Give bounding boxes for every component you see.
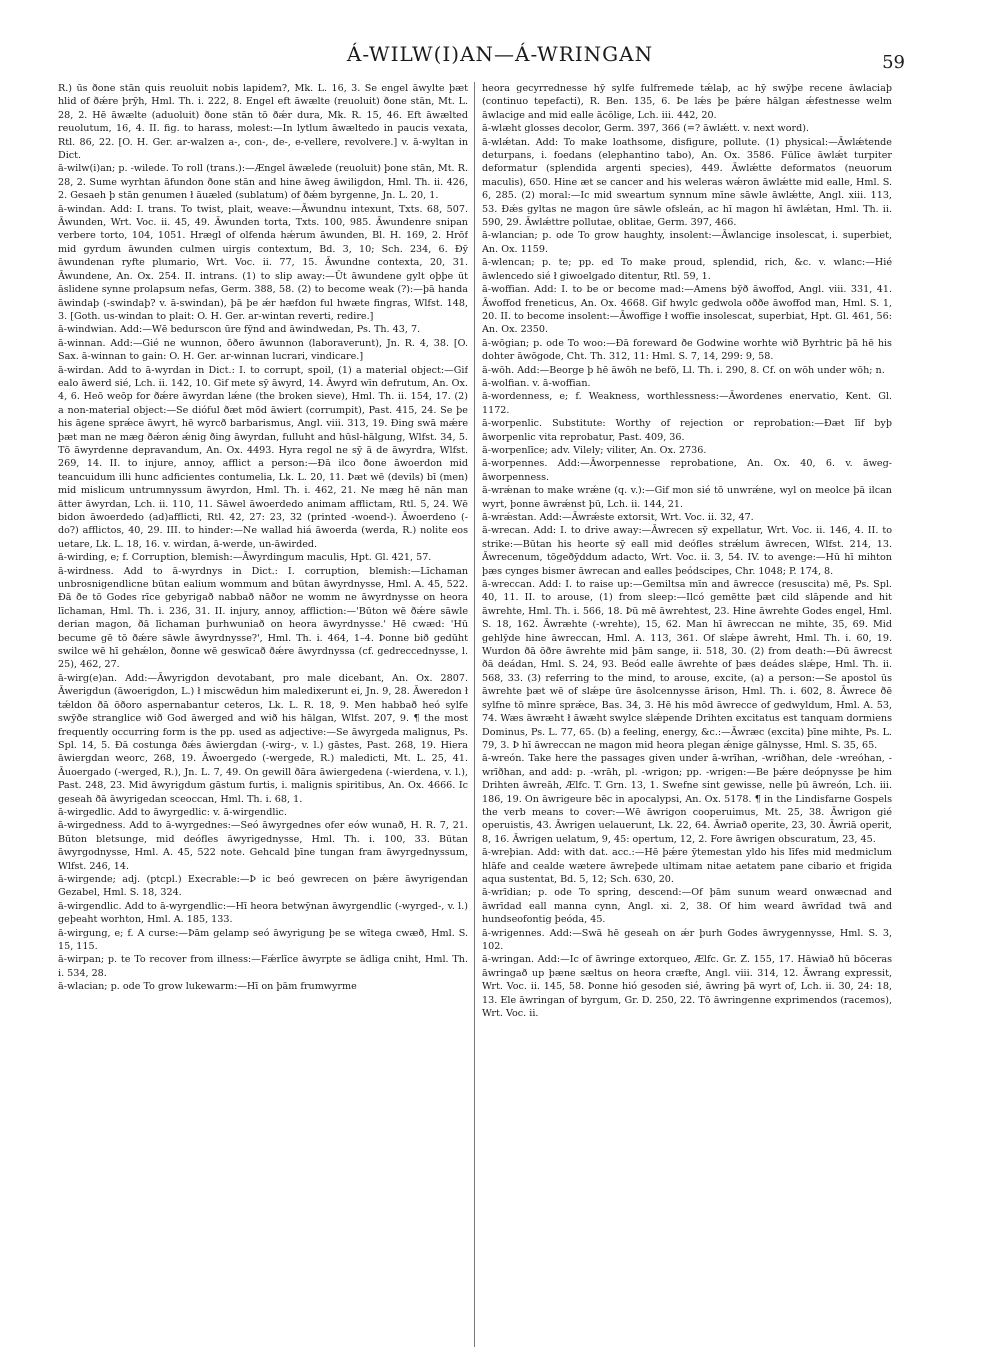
entry: ā-worpenlic. Substitute: Worthy of rejection or reprobation:—Ðæt līf byþ āworpenlic vita reprobatur, Past. 409, 36.: [482, 418, 892, 443]
entry: heora gecyrrednesse hȳ sylfe fulfremede tǽlaþ, ac hȳ swȳþe recene āwlaciaþ (continuo tepefacti), R. Ben. 135, 6. Þe lǽs þe þǽre hālgan ǽfestnesse welm āwlacige and mid ealle ācōlige, Lch. iii. 442, 20.: [482, 83, 892, 121]
entry: ā-wirg(e)an. Add:—Āwyrigdon devotabant, pro male dicebant, An. Ox. 2807. Āwerigdun (āwoerigdon, L.) ł miscwēdun him maledixerunt ei, Jn. 9, 28. Āweredon ł tǽldon ðā ōðoro aspernabantur ceteros, Lk. L. R. 18, 9. Men habbað heó sylfe swȳðe stranglice wið God āwerged and wið his hālgan, Wlfst. 207, 9. ¶ the most frequently occurring form is the pp. used as adjective:—Se āwyrgeda malignus, Ps. Spl. 14, 5. Ðā costunga ðǽs āwiergdan (-wirg-, v. l.) gāstes, Past. 268, 19. Hiera āwiergdan weorc, 268, 19. Āwoergedo (-wergede, R.) maledicti, Mt. L. 25, 41. Āuoergado (-werged, R.), Jn. L. 7, 49. On gewill ðāra āwiergedena (-wierdena, v. l.), Past. 248, 23. Mid āwyrigdum gāstum furtis, i. malignis spiritibus, An. Ox. 4666. Ic geseah ðā āwyrigedan sceoccan, Hml. Th. i. 68, 1.: [58, 672, 468, 805]
entry: ā-wōgian; p. ode To woo:—Ðā foreward ðe Godwine worhte wið Byrhtric þā hē his dohter āwōgode, Cht. Th. 312, 11: Hml. S. 7, 14, 299: 9, 58.: [482, 337, 892, 363]
entry: ā-wlencan; p. te; pp. ed To make proud, splendid, rich, &c. v. wlanc:—Hié āwlencedo sié ł giwoelgado ditentur, Rtl. 59, 1.: [482, 257, 892, 282]
entry: ā-wreón. Take here the passages given under ā-wrīhan, -wriðhan, dele -wreóhan, -wrīðhan, and add: p. -wrāh, pl. -wrigon; pp. -wrigen:—Be þǽre deópnysse þe him Drihten āwreāh, Ælfc. T. Grn. 13, 1. Swefne sint gewisse, nelle þū āwreón, Lch. iii. 186, 19. On āwrigeure bēc in apocalypsi, An. Ox. 5178. ¶ in the Lindisfarne Gospels the verb means to cover:—Wē āwrigon cooperuimus, Mt. 25, 38. Āwrigon gié operuistis, 43. Āwrigen uelauerunt, Lk. 22, 64. Āwriað operite, 23, 30. Āwriā operit, 8, 16. Āwrigen uelatum, 9, 45: opertum, 12, 2. Fore āwrigen obscuratum, 23, 45.: [482, 753, 892, 845]
right-column: [482, 82, 892, 1347]
entry: ā-wirgedness. Add to ā-wyrgednes:—Seó āwyrgednes ofer eów wunað, H. R. 7, 21. Būton bletsunge, mid deófles āwyrigednysse, Hml. Th. i. 100, 33. Būtan āwyrgodnysse, Hml. A. 45, 522 note. Gehcald þīne tungan fram āwyrgednyssum, Wlfst. 246, 14.: [58, 820, 468, 872]
entry: ā-wirgedlic. Add to āwyrgedlic: v. ā-wirgendlic.: [58, 806, 287, 818]
entry: ā-wolfian. v. ā-woffian.: [482, 377, 591, 389]
entry: R.) ūs ðone stān quis reuoluit nobis lapidem?, Mk. L. 16, 3. Se engel āwylte þæt hlid of ðǽre þrȳh, Hml. Th. i. 222, 8. Engel eft āwælte (reuoluit) ðone stān, Mt. L. 28, 2. Hē āwælte (aduoluit) ðone stān tō ðǽr dura, Mk. R. 15, 46. Eft āwælted reuolutum, 16, 4. II. fig. to harass, molest:—In lytlum āwæltedo in paucis vexata, Rtl. 86, 22. [O. H. Ger. ar-walzen a-, con-, de-, e-vellere, revolvere.] v. ā-wyltan in Dict.: [58, 83, 468, 162]
entry: ā-wirding, e; f. Corruption, blemish:—Āwyrdingum maculis, Hpt. Gl. 421, 57.: [58, 552, 432, 564]
entry: ā-wrecan. Add: I. to drive away:—Āwrecen sȳ expellatur, Wrt. Voc. ii. 146, 4. II. to strike:—Būtan his heorte sȳ eall mid deófles strǽlum āwrecen, Wlfst. 214, 13. Āwrecenum, tōgeðȳddum adacto, Wrt. Voc. ii. 3, 54. IV. to avenge:—Hū hī mihton þæs cynges bismer āwrecan and ealles þeódscipes, Chr. 1048; P. 174, 8.: [482, 525, 892, 577]
entry: ā-wrīdian; p. ode To spring, descend:—Of þām sunum weard onwæcnad and āwrīdad eall manna cynn, Angl. xi. 2, 38. Of him weard āwrīdad twā and hundseofontig þeóda, 45.: [482, 887, 892, 926]
entry: ā-wirpan; p. te To recover from illness:—Fǽrlīce āwyrpte se ādliga cniht, Hml. Th. i. 534, 28.: [58, 954, 468, 979]
entry: ā-worpennes. Add:—Āworpennesse reprobatione, An. Ox. 40, 6. v. āweg-āworpenness.: [482, 458, 892, 483]
entry: ā-wlǽtan. Add: To make loathsome, disfigure, pollute. (1) physical:—Āwlǽtende deturpans, i. foedans (elephantino tabo), An. Ox. 3586. Fūlīce āwlǽt turpiter deformatur (splendida argenti species), 449. Āwlǽtte deformatos (neuorum maculis), 650. Hine æt se cancer and his weleras wǽron āwlǽtte mid ealle, Hml. S. 6, 285. (2) moral:—Ic mid sweartum synnum mīne sāwle āwlǽtte, Angl. xiii. 113, 53. Ðǽs gyltas ne magon ūre sāwle ofsleán, ac hī magon hī āwlǽtan, Hml. Th. ii. 590, 29. Āwlǽttre pollutae, oblitae, Germ. 397, 466.: [482, 136, 892, 229]
entry: ā-wirgende; adj. (ptcpl.) Execrable:—Þ ic beó gewrecen on þǽre āwyrigendan Gezabel, Hml. S. 18, 324.: [58, 873, 468, 899]
entry: ā-wrǽstan. Add:—Āwrǽste extorsit, Wrt. Voc. ii. 32, 47.: [482, 512, 754, 523]
entry: ā-worpenlīce; adv. Vilely; viliter, An. Ox. 2736.: [482, 444, 707, 456]
entry: ā-winnan. Add:—Gié ne wunnon, ōðero āwunnon (laboraverunt), Jn. R. 4, 38. [O. Sax. ā-winnan to gain: O. H. Ger. ar-winnan lucrari, vindicare.]: [58, 337, 468, 363]
column-divider: [474, 82, 475, 1347]
entry: ā-wirgendlic. Add to ā-wyrgendlic:—Hī heora betwȳnan āwyrgendlic (-wyrged-, v. l.) geþeaht worhton, Hml. A. 185, 133.: [58, 900, 468, 926]
entry: ā-wringan. Add:—Ic of āwringe extorqueo, Ælfc. Gr. Z. 155, 17. Hāwiað hū bōceras āwringað up þæne sæltus on heora cræfte, Angl. viii. 314, 12. Āwrang expressit, Wrt. Voc. ii. 145, 58. Þonne hió gesoden sié, āwring þā wyrt of, Lch. ii. 30, 24: 18, 13. Ele āwringan of byrgum, Gr. D. 250, 22. Tō āwringenne exprimendos (racemos), Wrt. Voc. ii.: [482, 954, 892, 1020]
entry: ā-wirgung, e; f. A curse:—Þām gelamp seó āwyrigung þe se wītega cwæð, Hml. S. 15, 115.: [58, 927, 468, 952]
entry: ā-wordenness, e; f. Weakness, worthlessness:—Āwordenes enervatio, Kent. Gl. 1172.: [482, 391, 892, 416]
entry: ā-wlancian; p. ode To grow haughty, insolent:—Āwlancige insolescat, i. superbiet, An. Ox. 1159.: [482, 230, 892, 255]
entry: ā-wreccan. Add: I. to raise up:—Gemiltsa mīn and āwrecce (resuscita) mē, Ps. Spl. 40, 11. II. to arouse, (1) from sleep:—Ilcó gemētte þæt cild slāpende and hit āwrehte, Hml. Th. i. 566, 18. Þū mē āwrehtest, 23. Hine āwrehte Godes engel, Hml. S. 18, 162. Āwræhte (-wrehte), 15, 62. Man hī āwreccan ne mihte, 35, 69. Mid gehlȳde hine āwreccan, Hml. A. 113, 361. Of slǽpe āwreht, Hml. Th. i. 60, 19. Wurdon ðā ōðre āwrehte mid þām sange, ii. 518, 30. (2) from death:—Ðū āwrecst ðā deádan, Hml. S. 24, 93. Beód ealle āwrehte of þæs deádes slǽpe, Hml. Th. ii. 568, 33. (3) referring to the mind, to arouse, excite, (a) a person:—Se apostol ūs āwrehte þæt wē of slǽpe ūre āsolcennysse ārison, Hml. Th. i. 602, 8. Āwrece ðē sylfne tō mīnre sprǽce, Bas. 34, 3. Hē his mōd āwrecce of gedwyldum, Hml. A. 53, 74. Wæs āwræht ł āwæht swylce slǽpende Drihten excitatus est tanquam dormiens Dominus, Ps. L. 77, 65. (b) a feeling, energy, &c.:—Āwræc (excita) þīne mihte, Ps. L. 79, 3. Þ hī āwreccan ne magon mid heora plegan ǽnige gālnysse, Hml. S. 35, 65.: [482, 579, 892, 751]
running-title: Á-WILW(I)AN—Á-WRINGAN: [346, 42, 654, 66]
entry: ā-wreþian. Add: with dat. acc.:—Hē þǽre ȳtemestan yldo his līfes mid medmiclum hlāfe and cealde wætere āwreþede ultimam nitae aetatem pane cibario et frigida aqua sustentat, Bd. 5, 12; Sch. 630, 20.: [482, 847, 892, 885]
left-column: [58, 82, 468, 1347]
page-header: [0, 40, 1000, 73]
entry: ā-wirdness. Add to ā-wyrdnys in Dict.: I. corruption, blemish:—Līchaman unbrosnigendlicne būtan ealium wommum and būtan āwyrdnysse, Hml. A. 45, 522. Ðā ðe tō Godes rīce gebyrigað nabbað nāðor ne womm ne āwyrdnysse on heora līchaman, Hml. Th. i. 236, 31. II. injury, annoy, affliction:—'Būton wē ðǽre sāwle derian magon, ðā līchaman þurhwuniað on heora āwyrdnysse.' Hē cwæd: 'Hū becume gē tō ðǽre sāwle āwyrdnysse?', Hml. Th. i. 464, 1–4. Þonne bið gedūht swilce wē hī gehǽlon, ðonne wē geswīcað ðǽre āwyrdnyssa (cf. gedreccednysse, l. 25), 462, 27.: [58, 565, 468, 671]
entry: ā-wlæht glosses decolor, Germ. 397, 366 (=? āwlǽtt. v. next word).: [482, 123, 810, 135]
entry: ā-wrǽnan to make wrǽne (q. v.):—Gif mon sié tō unwrǽne, wyl on meolce þā ilcan wyrt, þonne āwrǽnst þū, Lch. ii. 144, 21.: [482, 485, 892, 510]
entry: ā-windwian. Add:—Wē bedurscon ūre fȳnd and āwindwedan, Ps. Th. 43, 7.: [58, 324, 421, 336]
entry: ā-windan. Add: I. trans. To twist, plait, weave:—Āwundnu intexunt, Txts. 68, 507. Āwunden, Wrt. Voc. ii. 45, 49. Āwunden torta, Txts. 100, 985. Āwundenre snipan verbere torto, 104, 1051. Hrægl of olfenda hǽrum āwunden, Bl. H. 169, 2. Hrōf mid gyrdum āwunden culmen uirgis contextum, Bd. 3, 10; Sch. 234, 6. Ðȳ āwundenan ryfte plumario, Wrt. Voc. ii. 77, 15. Āwundne contexta, 20, 31. Āwundene, An. Ox. 254. II. intrans. (1) to slip away:—Ūt āwundene gylt oþþe ūt āslidene synne prolapsum nefas, Germ. 388, 58. (2) to become weak (?):—þā handa āwindaþ (-swindaþ? v. ā-swindan), þā þe ǽr hæfdon ful hwæte fingras, Wlfst. 148, 3. [Goth. us-windan to plait: O. H. Ger. ar-wintan reverti, redire.]: [58, 203, 468, 322]
entry: ā-wirdan. Add to ā-wyrdan in Dict.: I. to corrupt, spoil, (1) a material object:—Gif ealo āwerd sié, Lch. ii. 142, 10. Gif mete sȳ āwyrd, 14. Āwyrd wīn defrutum, An. Ox. 4, 6. Heō weōp for ðǽre āwyrdan lǽne (the broken sieve), Hml. Th. ii. 154, 17. (2) a non-material object:—Se dióful ðæt mōd āwiert (corrumpit), Past. 415, 24. Se þe his āgene sprǽce āwyrt, hē wyrcð barbarismus, Angl. viii. 313, 19. Ðing swā mǽre þæt man ne mæg ðǽron ǽnig ðing āwyrdan, fulluht and hūsl-hālgung, Wlfst. 34, 5. Tō āwyrdenne depravandum, An. Ox. 4493. Hyra regol ne sȳ ā de āwyrdra, Wlfst. 269, 14. II. to injure, annoy, afflict a person:—Ðā ilco ðone āwoerdon mid teancuidum illi hunc adficientes contumelia, Lk. L. 20, 11. Þæt wē (devils) bī (men) mid mislicum untrumnyssum āwyrdon, Hml. Th. i. 462, 21. Ne mæg hē nān man ātter āwyrdan, Lch. ii. 110, 11. Sāwel āwoerdedo animam afflictam, Rtl. 5, 24. Wē bidon āwoerdedo (ad)afflicti, Rtl. 42, 27: 23, 32 (printed -woend-). Āwoerdeno (-do?) afflictos, 40, 29. III. to hinder:—Ne wallad hiá āwoerda (werda, R.) nolite eos uetare, Lk. L. 18, 16. v. wirdan, ā-werde, un-āwirded.: [58, 364, 468, 550]
entry: ā-wlacian; p. ode To grow lukewarm:—Hī on þām frumwyrme: [58, 981, 357, 993]
entry: ā-wilw(i)an; p. -wilede. To roll (trans.):—Ængel āwælede (reuoluit) þone stān, Mt. R. 28, 2. Sume wyrhtan āfundon ðone stān and hine āweg āwiligdon, Hml. Th. ii. 426, 2. Gesaeh þ stān genumen ł āuæled (sublatum) of ðǽm byrgenne, Jn. L. 20, 1.: [58, 163, 468, 202]
entry: ā-wrigennes. Add:—Swā hē geseah on ǽr þurh Godes āwrygennysse, Hml. S. 3, 102.: [482, 927, 892, 952]
entry: ā-wōh. Add:—Beorge þ hē āwōh ne befō, Ll. Th. i. 290, 8. Cf. on wōh under wōh; n.: [482, 364, 885, 376]
page-number: 59: [882, 52, 905, 73]
entry: ā-woffian. Add: I. to be or become mad:—Amens bȳð āwoffod, Angl. viii. 331, 41. Āwoffod freneticus, An. Ox. 4668. Gif hwylc gedwola oððe āwoffod man, Hml. S. 1, 20. II. to become insolent:—Āwoffige ł woffie insolescat, superbiat, Hpt. Gl. 461, 56: An. Ox. 2350.: [482, 284, 892, 336]
